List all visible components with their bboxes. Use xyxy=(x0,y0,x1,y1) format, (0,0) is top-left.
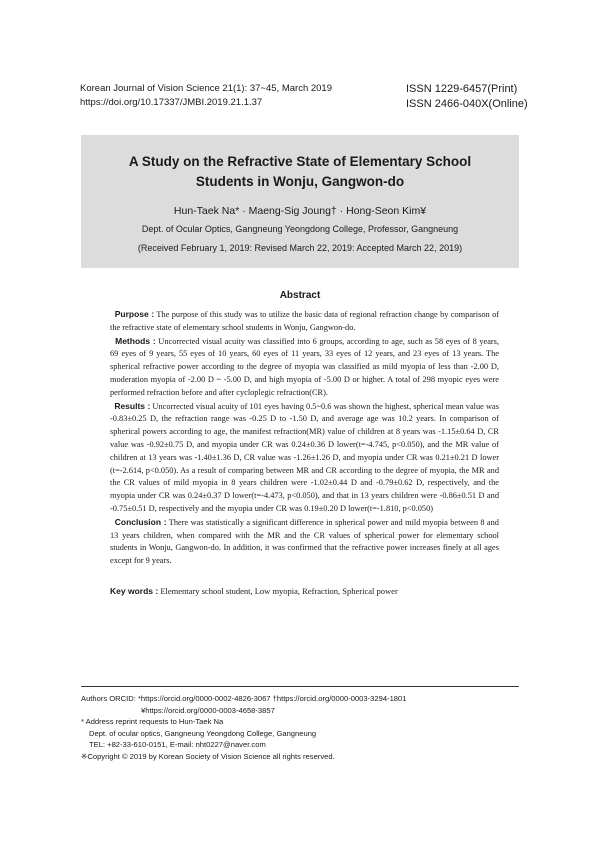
title-box xyxy=(81,135,519,268)
journal-citation: Korean Journal of Vision Science 21(1): 37~45, March 2019 xyxy=(80,83,332,94)
paper-title xyxy=(81,152,519,192)
reprint-address: Dept. of ocular optics, Gangneung Yeongdong College, Gangneung xyxy=(89,728,317,738)
abstract-results xyxy=(110,400,499,516)
reprint-contact: TEL: +82-33-610-0151, E-mail: nht0227@naver.com xyxy=(89,740,266,749)
abstract-body xyxy=(110,308,499,568)
keywords-label: Key words : xyxy=(110,586,159,596)
purpose-text: The purpose of this study was to utilize the basic data of regional refraction change by comparison of the refractive state of elementary school students in Wonju, Gangwon-do. xyxy=(110,310,500,332)
doi-link[interactable]: https://doi.org/10.17337/JMBI.2019.21.1.37 xyxy=(80,97,263,108)
keywords-text: Elementary school student, Low myopia, Refraction, Spherical power xyxy=(158,586,398,596)
abstract-purpose xyxy=(110,308,499,335)
conclusion-label: Conclusion : xyxy=(114,516,167,527)
footnotes xyxy=(81,693,519,762)
abstract-heading: Abstract xyxy=(279,290,321,301)
conclusion-text: There was statistically a significant difference in spherical power and mild myopia between 8 and 13 years children, when compared with the MR and the CR values of spherical power for elementary school students in Wonju, Gangwon-do. In addition, it was confirmed that the refractive power increases finely at all ages except for 9 years. xyxy=(110,517,499,566)
purpose-label: Purpose : xyxy=(114,309,155,319)
copyright-notice: ※Copyright © 2019 by Korean Society of Vision Science all rights reserved. xyxy=(81,751,335,761)
results-text: Uncorrected visual acuity of 101 eyes having 0.5~0.6 was shown the highest, spherical mean value was -0.83±0.25 D, the refraction range was -0.25 D to -1.50 D, and average age was 10.2 years. In comparison of spherical powers according to age, the manifest refraction(MR) value of children at 8 years was -1.15±0.64 D, CR value was -0.92±0.75 D, and myopia under CR was 0.24±0.36 D lower(t=-4.745, p<0.050), and the MR value of children at 13 years was -1.40±1.36 D, CR value was -1.26±1.26 D, and myopia under CR was 0.21±0.21 D lower (t=-2.614, p<0.050). As a result of comparing between MR and CR according to the degree of myopia, the MR and the CR values of mild myopia in 8 years children were -1.02±0.44 D and -0.79±0.62 D, respectively, and the myopia under CR was 0.24±0.37 D lower(t=-4.473, p<0.050), and that in 13 years children were -0.86±0.51 D and -0.75±0.51 D, respectively and the myopia under CR was 0.19±0.20 D lower(t=-1.810, p<0.050) xyxy=(110,401,500,513)
methods-text: Uncorrected visual acuity was classified into 6 groups, according to age, such as 58 eyes of 8 years, 69 eyes of 9 years, 55 eyes of 10 years, 60 eyes of 11 years, 33 eyes of 12 years, and 23 eyes of 13 years. The spherical refractive power according to the degree of myopia was classified as mild myopia of less than -2.00 D, moderation myopia of -2.00 D ~ -5.00 D, and high myopia of -5.00 D or higher. A total of 298 myopic eyes were performed refraction before and after cycloplegic refraction(CR). xyxy=(110,336,500,397)
paper-title-line1: A Study on the Refractive State of Elementary School xyxy=(128,154,472,169)
orcid-line-2[interactable]: ¥https://orcid.org/0000-0003-4658-3857 xyxy=(141,705,275,715)
abstract-conclusion xyxy=(110,516,499,568)
issn-print: ISSN 1229-6457(Print) xyxy=(406,83,518,95)
methods-label: Methods : xyxy=(115,335,156,346)
paper-title-line2: Students in Wonju, Gangwon-do xyxy=(195,174,405,189)
orcid-line-1[interactable]: Authors ORCID: *https://orcid.org/0000-0002-4826-3067 †https://orcid.org/0000-0003-3294-1801 xyxy=(81,694,407,703)
reprint-request: * Address reprint requests to Hun-Taek Na xyxy=(81,717,224,726)
results-label: Results : xyxy=(114,400,151,411)
journal-header xyxy=(80,82,332,110)
affiliation: Dept. of Ocular Optics, Gangneung Yeongdong College, Professor, Gangneung xyxy=(141,224,459,234)
received-dates: (Received February 1, 2019: Revised March 22, 2019: Accepted March 22, 2019) xyxy=(137,243,463,253)
footnote-divider xyxy=(81,686,519,687)
abstract-methods xyxy=(110,335,499,400)
issn-online: ISSN 2466-040X(Online) xyxy=(406,98,528,110)
issn-block xyxy=(406,82,528,112)
authors: Hun-Taek Na* · Maeng-Sig Joung† · Hong-Seon Kim¥ xyxy=(173,205,427,217)
keywords xyxy=(110,586,398,596)
